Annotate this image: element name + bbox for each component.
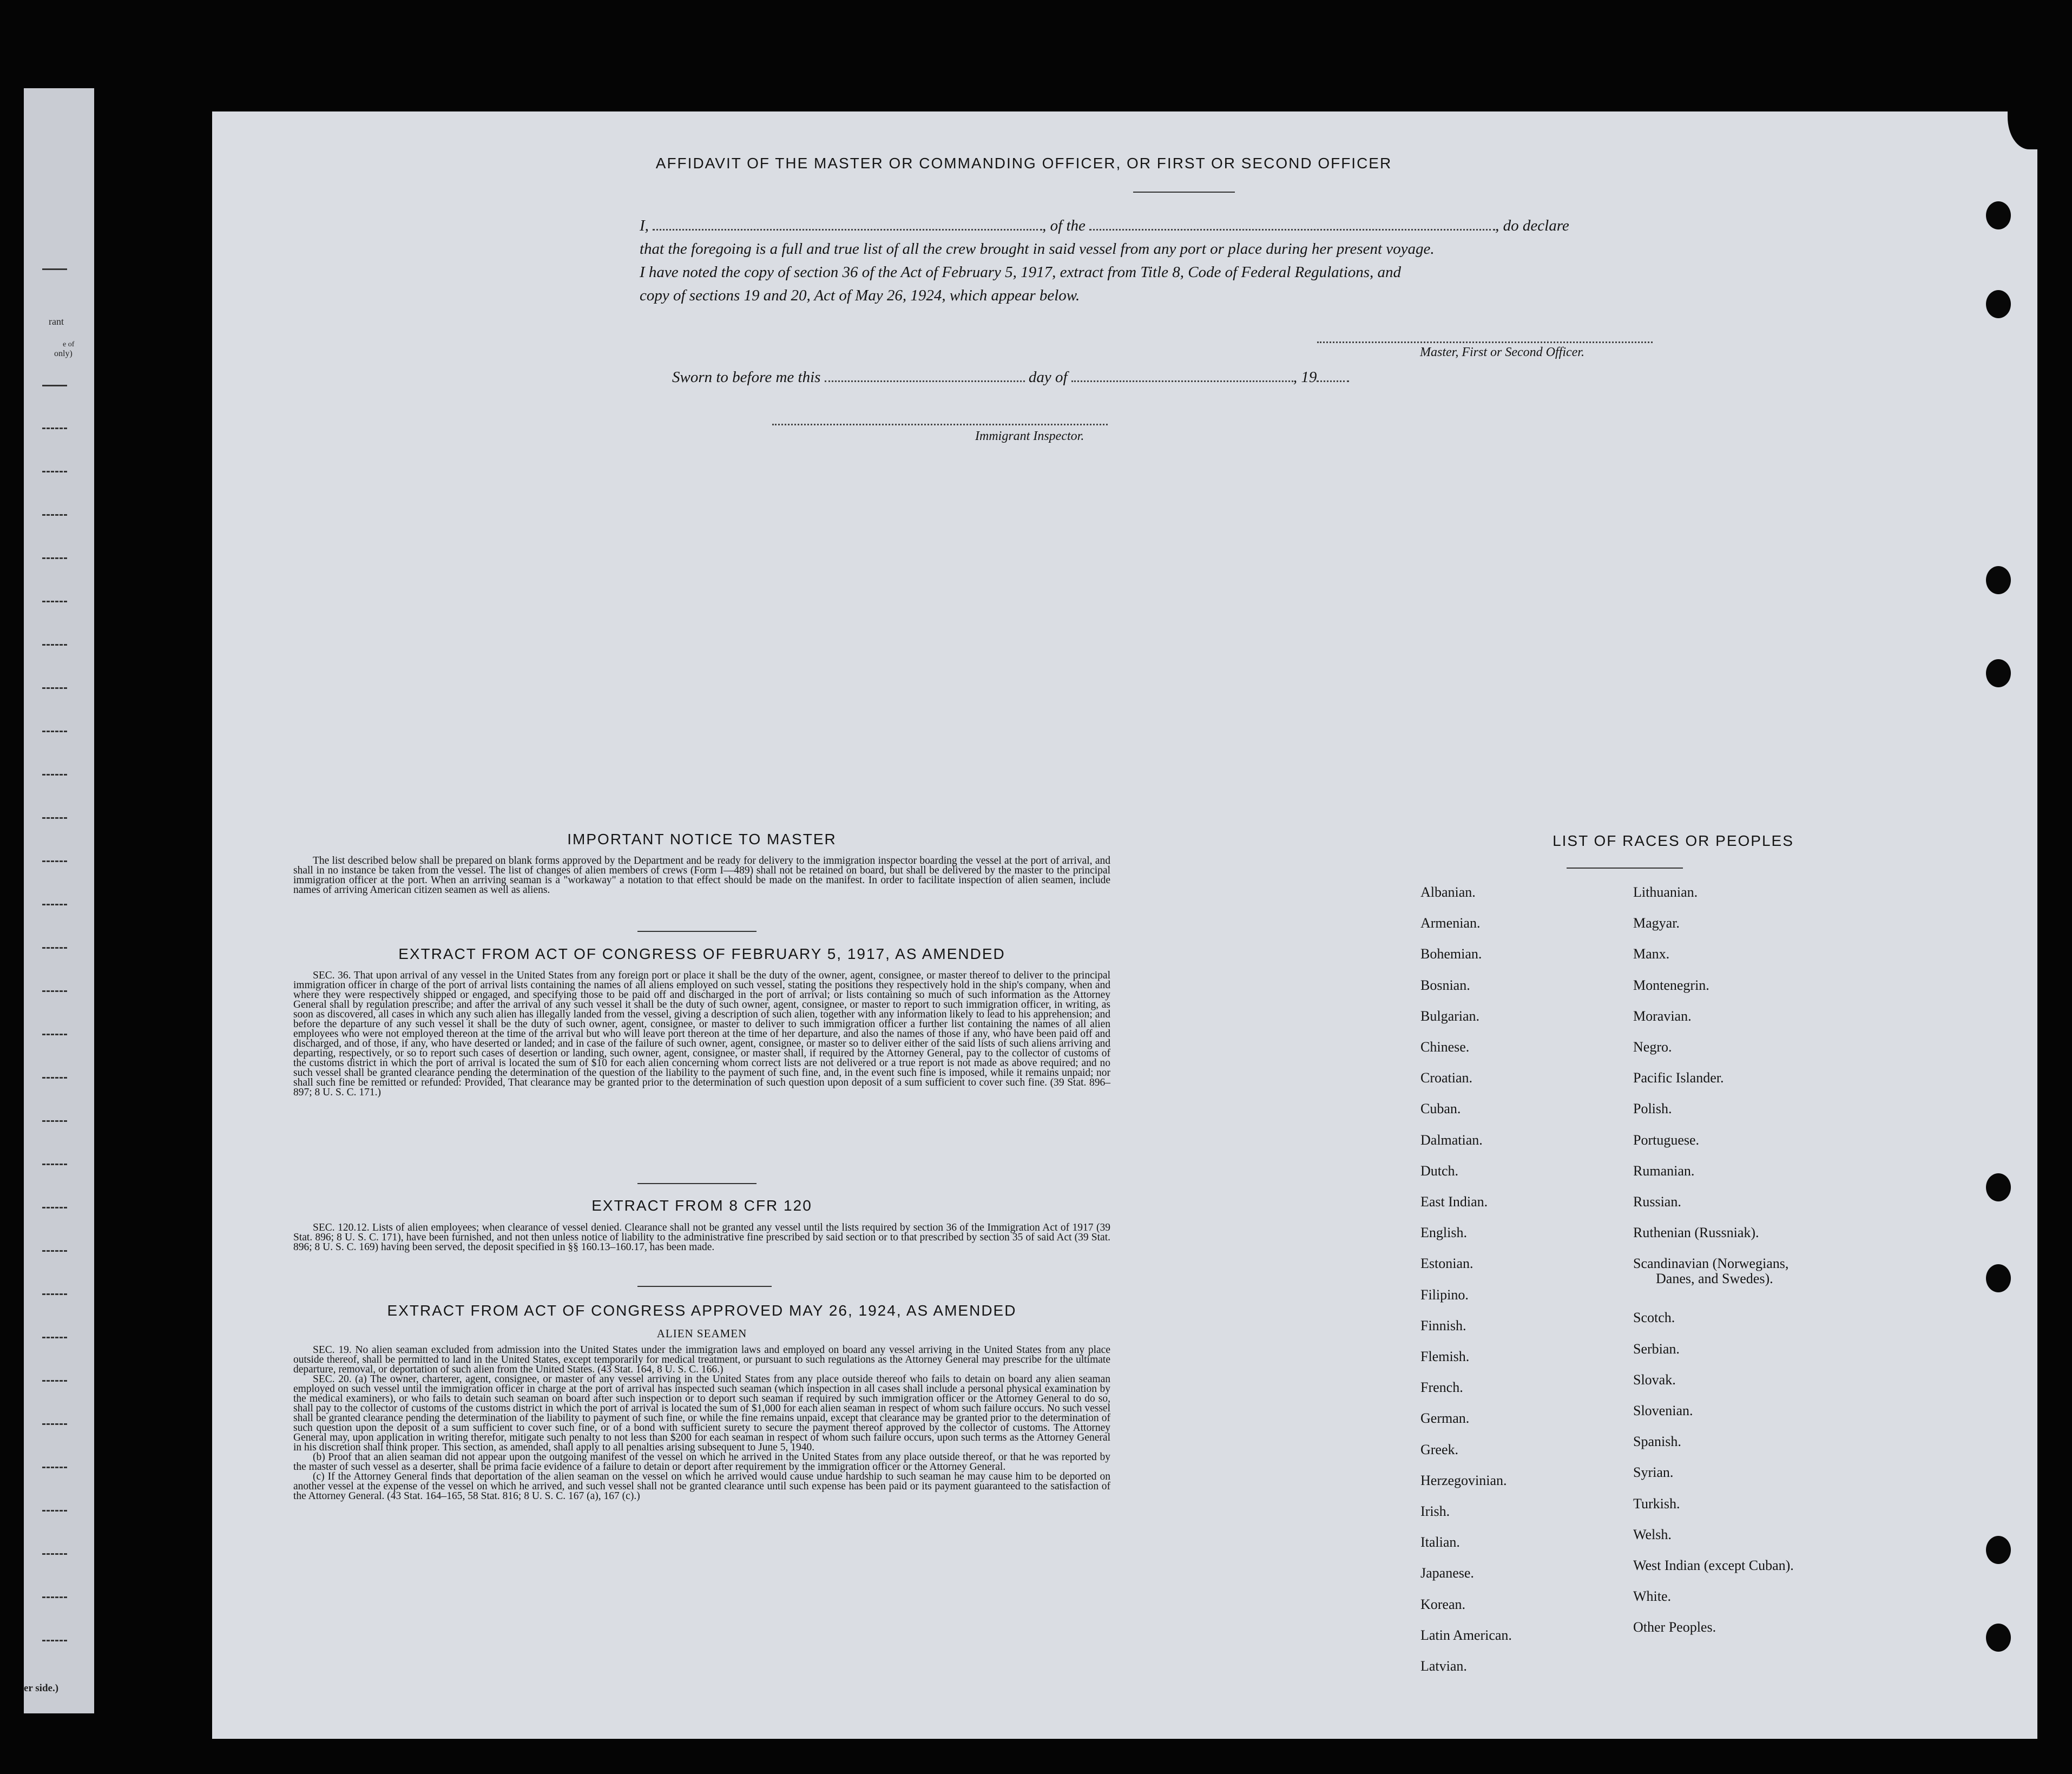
strip-dash bbox=[42, 1380, 67, 1382]
race-item: Scandinavian (Norwegians, bbox=[1633, 1256, 1789, 1271]
race-item: Other Peoples. bbox=[1633, 1619, 1716, 1635]
race-item: East Indian. bbox=[1420, 1194, 1488, 1210]
strip-dash bbox=[42, 644, 67, 646]
race-item: Japanese. bbox=[1420, 1565, 1474, 1581]
strip-dash bbox=[42, 1423, 67, 1425]
race-item: Dalmatian. bbox=[1420, 1132, 1483, 1148]
punch-hole bbox=[1986, 1624, 2011, 1652]
master-caption: Master, First or Second Officer. bbox=[1420, 345, 1584, 359]
race-item: Montenegrin. bbox=[1633, 977, 1709, 993]
race-item: Polish. bbox=[1633, 1101, 1672, 1116]
notice-title: IMPORTANT NOTICE TO MASTER bbox=[567, 831, 837, 847]
cfr-body bbox=[293, 1223, 1110, 1252]
strip-text-fragment: er side.) bbox=[24, 1683, 59, 1694]
affidavit-line-4: copy of sections 19 and 20, Act of May 26, 1924, which appear below. bbox=[640, 287, 1080, 304]
punch-hole bbox=[1986, 201, 2011, 229]
strip-dash bbox=[42, 601, 67, 602]
sworn-year: , 19 bbox=[1293, 369, 1317, 386]
month-blank bbox=[1071, 380, 1293, 382]
race-item: Manx. bbox=[1633, 946, 1670, 962]
divider bbox=[637, 931, 757, 932]
year-blank bbox=[1317, 380, 1349, 382]
race-item: Rumanian. bbox=[1633, 1163, 1695, 1179]
race-item: German. bbox=[1420, 1410, 1470, 1426]
race-item: Bosnian. bbox=[1420, 977, 1470, 993]
race-item: Slovak. bbox=[1633, 1372, 1676, 1388]
race-item: Turkish. bbox=[1633, 1496, 1680, 1512]
race-item: Italian. bbox=[1420, 1534, 1460, 1550]
strip-dash bbox=[42, 428, 67, 429]
race-item: Korean. bbox=[1420, 1596, 1466, 1612]
affidavit-of-the: , of the bbox=[1042, 217, 1086, 234]
strip-rule bbox=[42, 385, 67, 386]
strip-dash bbox=[42, 904, 67, 905]
strip-dash bbox=[42, 1207, 67, 1208]
strip-dash bbox=[42, 774, 67, 776]
affidavit-i: I, bbox=[640, 217, 649, 234]
divider bbox=[1567, 868, 1683, 869]
race-item: Filipino. bbox=[1420, 1287, 1469, 1303]
strip-dash bbox=[42, 817, 67, 819]
document-sheet bbox=[212, 111, 2037, 1739]
race-item: Pacific Islander. bbox=[1633, 1070, 1724, 1086]
strip-dash bbox=[42, 1337, 67, 1338]
extract-1924-body bbox=[293, 1345, 1110, 1501]
race-item: Syrian. bbox=[1633, 1464, 1674, 1480]
section-20a-paragraph: SEC. 20. (a) The owner, charterer, agent, consignee, or master of any vessel arriving in the United States from any place outside thereof who fails to detain on board any alien seaman employed on such vessel until the immigration officer in charge at the port of arrival has inspected such seaman (which inspection in all cases shall include a personal physical examination by the medical examiners), or who fails to detain such seaman on board after such inspection or to deport such seaman if required by such immigration officer or the Attorney General to do so, shall pay to the collector of customs of the customs district in which the port of arrival is located the sum of $1,000 for each alien seaman in respect of whom such failure occurs. No such vessel shall be granted clearance pending the determination of the liability to payment of such fine, or while the fine remains unpaid, except that clearance may be granted prior to the determination of such question upon the deposit of a sum sufficient to cover such fine, or of a bond with sufficient surety to secure the payment thereof approved by the collector of customs. The Attorney General may, upon application in writing therefor, mitigate such penalty to not less than $200 for each seaman in respect of whom such failure occurs, upon such terms as the Attorney General in his discretion shall think proper. This section, as amended, shall apply to all penalties arising subsequent to June 5, 1940. bbox=[293, 1374, 1110, 1453]
divider bbox=[637, 1286, 772, 1287]
cfr-paragraph: SEC. 120.12. Lists of alien employees; when clearance of vessel denied. Clearance shall not be granted any vessel until the lists required by section 36 of the Immigration Act of 1917 (39 Stat. 896; 8 U. S. C. 171), have been furnished, and not then unless notice of liability to the administrative fine prescribed by said section or to that prescribed by section 35 of said Act (39 Stat. 896; 8 U. S. C. 169) having been served, the deposit specified in §§ 160.13–160.17, has been made. bbox=[293, 1222, 1110, 1253]
strip-dash bbox=[42, 557, 67, 559]
race-item: Flemish. bbox=[1420, 1349, 1470, 1364]
punch-hole bbox=[1986, 566, 2011, 594]
vessel-blank bbox=[1089, 229, 1495, 231]
affidavit-do-declare: , do declare bbox=[1495, 217, 1569, 234]
notice-paragraph: The list described below shall be prepared on blank forms approved by the Department and be ready for delivery to the immigration inspector boarding the vessel at the port of arrival, and shall in no instance be taken from the vessel. The list of changes of alien members of crews (Form I—489) shall not be retained on board, but shall be delivered by the master to the principal immigration officer at the port. When an arriving seaman is a "workaway" a notation to that effect should be made on the manifest. In order to facilitate inspection of alien seamen, include names of arriving American citizen seamen as well as aliens. bbox=[293, 855, 1110, 896]
extract-1917-body bbox=[293, 971, 1110, 1098]
race-item: Moravian. bbox=[1633, 1008, 1692, 1024]
punch-hole bbox=[1986, 1173, 2011, 1201]
affidavit-line-3: I have noted the copy of section 36 of the Act of February 5, 1917, extract from Title 8, Code of Federal Regulations, and bbox=[640, 264, 1402, 281]
race-item: Slovenian. bbox=[1633, 1403, 1693, 1418]
strip-dash bbox=[42, 1553, 67, 1555]
day-blank bbox=[825, 380, 1025, 382]
races-title: LIST OF RACES OR PEOPLES bbox=[1553, 832, 1794, 849]
race-item: Estonian. bbox=[1420, 1256, 1474, 1271]
race-item: Welsh. bbox=[1633, 1527, 1672, 1542]
strip-dash bbox=[42, 860, 67, 862]
strip-dash bbox=[42, 1596, 67, 1598]
sworn-line bbox=[672, 366, 1349, 389]
punch-hole bbox=[1986, 659, 2011, 687]
race-item: Latvian. bbox=[1420, 1658, 1467, 1674]
sworn-prefix: Sworn to before me this bbox=[672, 369, 821, 386]
race-item: Greek. bbox=[1420, 1442, 1459, 1457]
inspector-caption: Immigrant Inspector. bbox=[975, 429, 1084, 443]
race-item: Herzegovinian. bbox=[1420, 1473, 1507, 1488]
race-item-continuation: Danes, and Swedes). bbox=[1656, 1271, 1773, 1286]
race-item: Albanian. bbox=[1420, 884, 1476, 900]
strip-rule bbox=[42, 268, 67, 270]
extract-1924-title: EXTRACT FROM ACT OF CONGRESS APPROVED MAY 26, 1924, AS AMENDED bbox=[387, 1302, 1017, 1319]
section-20b-paragraph: (b) Proof that an alien seaman did not appear upon the outgoing manifest of the vessel on which he arrived in the United States from any place outside thereof, or that he was reported by the master of such vessel as a deserter, shall be prima facie evidence of a failure to detain or deport after requirement by the immigration officer or the Attorney General. bbox=[293, 1451, 1110, 1473]
race-item: Irish. bbox=[1420, 1503, 1450, 1519]
race-item: Croatian. bbox=[1420, 1070, 1473, 1086]
section-19-paragraph: SEC. 19. No alien seaman excluded from admission into the United States under the immigration laws and employed on board any vessel arriving in the United States from any place outside thereof, shall be permitted to land in the United States, except temporarily for medical treatment, or pursuant to such regulations as the Attorney General may prescribe for the ultimate departure, removal, or deportation of such alien from the United States. (43 Stat. 164, 8 U. S. C. 166.) bbox=[293, 1344, 1110, 1375]
race-item: English. bbox=[1420, 1225, 1467, 1240]
strip-dash bbox=[42, 947, 67, 949]
strip-dash bbox=[42, 1510, 67, 1512]
strip-dash bbox=[42, 731, 67, 732]
strip-dash bbox=[42, 471, 67, 472]
race-item: Spanish. bbox=[1633, 1434, 1681, 1449]
race-item: Serbian. bbox=[1633, 1341, 1680, 1357]
extract-1917-title: EXTRACT FROM ACT OF CONGRESS OF FEBRUARY 5, 1917, AS AMENDED bbox=[398, 945, 1005, 962]
race-item: Finnish. bbox=[1420, 1318, 1466, 1333]
adjacent-page-strip bbox=[24, 88, 94, 1713]
affidavit-title: AFFIDAVIT OF THE MASTER OR COMMANDING OFFICER, OR FIRST OR SECOND OFFICER bbox=[655, 155, 1392, 172]
punch-hole bbox=[1986, 1264, 2011, 1292]
race-item: Lithuanian. bbox=[1633, 884, 1698, 900]
notice-body bbox=[293, 856, 1110, 895]
punch-hole bbox=[1986, 290, 2011, 318]
strip-dash bbox=[42, 1467, 67, 1468]
alien-seamen-subtitle: ALIEN SEAMEN bbox=[656, 1327, 747, 1340]
strip-text-fragment: e of bbox=[63, 340, 75, 349]
strip-dash bbox=[42, 1164, 67, 1165]
race-item: Ruthenian (Russniak). bbox=[1633, 1225, 1759, 1240]
section-20c-paragraph: (c) If the Attorney General finds that deportation of the alien seaman on the vessel on which he arrived would cause undue hardship to such seaman he may cause him to be deported on another vessel at the expense of the vessel on which he arrived, and such vessel shall not be granted clearance until such expense has been paid or its payment guaranteed to the satisfaction of the Attorney General. (43 Stat. 164–165, 58 Stat. 816; 8 U. S. C. 167 (a), 167 (c).) bbox=[293, 1471, 1110, 1502]
race-item: Dutch. bbox=[1420, 1163, 1459, 1179]
strip-dash bbox=[42, 990, 67, 992]
race-item: Portuguese. bbox=[1633, 1132, 1700, 1148]
race-item: Latin American. bbox=[1420, 1627, 1512, 1643]
race-item: French. bbox=[1420, 1379, 1463, 1395]
race-item: White. bbox=[1633, 1588, 1672, 1604]
torn-corner bbox=[2008, 111, 2040, 149]
race-item: Negro. bbox=[1633, 1039, 1672, 1055]
strip-dash bbox=[42, 514, 67, 516]
race-item: Scotch. bbox=[1633, 1310, 1675, 1325]
race-item: West Indian (except Cuban). bbox=[1633, 1558, 1794, 1573]
sworn-day-of: day of bbox=[1028, 369, 1068, 386]
affidavit-line-2: that the foregoing is a full and true list of all the crew brought in said vessel from any port or place during her present voyage. bbox=[640, 240, 1435, 258]
strip-dash bbox=[42, 687, 67, 689]
section-36-paragraph: SEC. 36. That upon arrival of any vessel in the United States from any foreign port or place it shall be the duty of the owner, agent, consignee, or master thereof to deliver to the principal immigration officer in charge of the port of arrival lists containing the names of all aliens employed on such vessel, stating the positions they respectively hold in the ship's company, when and where they were respectively shipped or engaged, and specifying those to be paid off and discharged in the port of arrival; or lists containing so much of such information as the Attorney General shall by regulation prescribe; and after the arrival of any such vessel it shall be the duty of such owner, agent, consignee, or master to report to such immigration officer, in writing, as soon as discovered, all cases in which any such alien has illegally landed from the vessel, giving a description of such alien, together with any information likely to lead to his apprehension; and before the departure of any such vessel it shall be the duty of such owner, agent, consignee, or master to deliver to such immigration officer a further list containing the names of all alien employees who were not employed thereon at the time of the arrival but who will leave port thereon at the time of her departure, and also the names of those if any, who have been paid off and discharged, and of those, if any, who have deserted or landed; and in case of the failure of such owner, agent, consignee, or master so to deliver either of the said lists of such aliens arriving and departing, respectively, or so to report such cases of desertion or landing, such owner, agent, consignee, or master shall, if required by the Attorney General, pay to the collector of customs of the customs district in which the port of arrival is located the sum of $10 for each alien concerning whom correct lists are not delivered or a true report is not made as above required; and no such vessel shall be granted clearance pending the determination of the question of the liability to the payment of such fine, and, in the event such fine is imposed, while it remains unpaid; nor shall such fine be remitted or refunded: Provided, That clearance may be granted prior to the determination of such question upon deposit of a sum sufficient to cover such fine. (39 Stat. 896–897; 8 U. S. C. 171.) bbox=[293, 970, 1110, 1098]
race-item: Armenian. bbox=[1420, 915, 1481, 931]
strip-text-fragment: only) bbox=[54, 349, 73, 358]
strip-dash bbox=[42, 1293, 67, 1295]
race-item: Chinese. bbox=[1420, 1039, 1470, 1055]
strip-text-fragment: rant bbox=[49, 316, 64, 327]
race-item: Magyar. bbox=[1633, 915, 1680, 931]
punch-hole bbox=[1986, 1536, 2011, 1564]
race-item: Russian. bbox=[1633, 1194, 1681, 1210]
strip-dash bbox=[42, 1034, 67, 1035]
strip-dash bbox=[42, 1120, 67, 1122]
strip-dash bbox=[42, 1077, 67, 1079]
name-blank bbox=[653, 229, 1042, 231]
cfr-title: EXTRACT FROM 8 CFR 120 bbox=[591, 1197, 812, 1214]
divider bbox=[1133, 192, 1235, 193]
race-item: Bohemian. bbox=[1420, 946, 1482, 962]
affidavit-line-1 bbox=[640, 214, 1884, 238]
race-item: Bulgarian. bbox=[1420, 1008, 1480, 1024]
race-item: Cuban. bbox=[1420, 1101, 1461, 1116]
divider bbox=[637, 1183, 757, 1184]
strip-dash bbox=[42, 1640, 67, 1641]
strip-dash bbox=[42, 1250, 67, 1252]
